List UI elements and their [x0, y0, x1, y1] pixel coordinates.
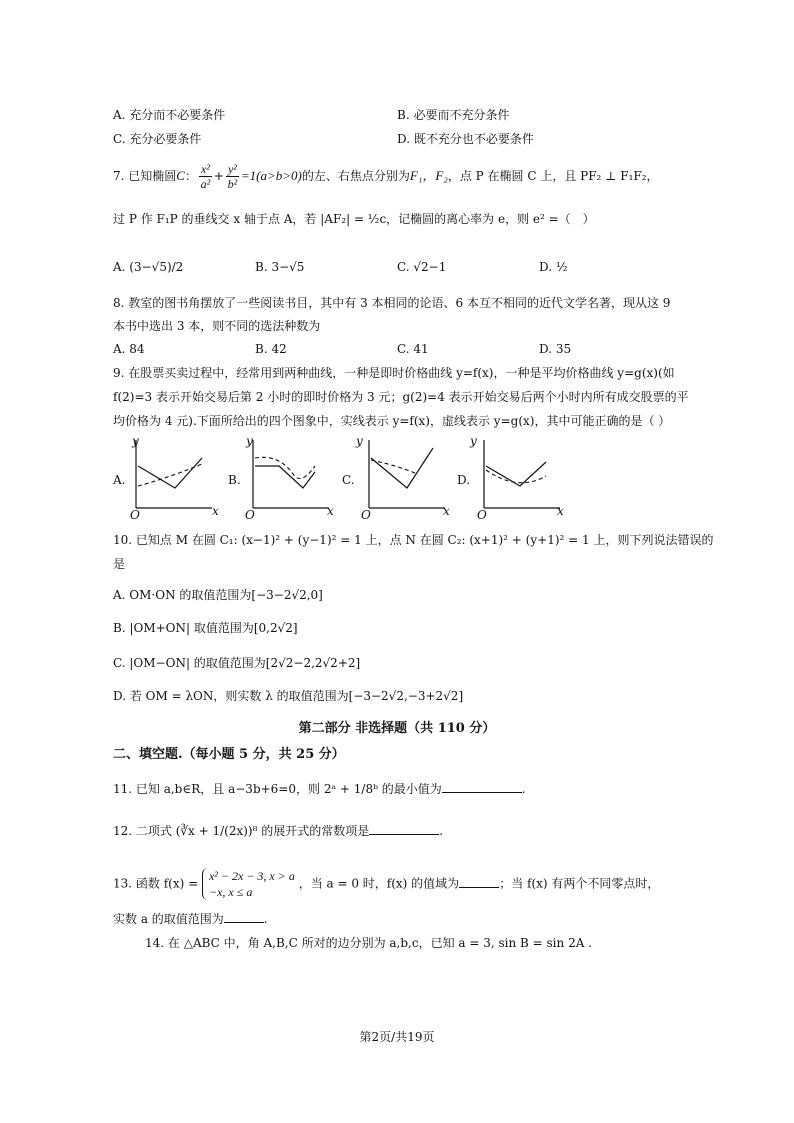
graph-d-svg — [476, 436, 566, 521]
q13-line2: 实数 a 的取值范围为 . — [113, 912, 268, 926]
q13-piecewise — [202, 868, 295, 900]
q7-eq-tail: =1(a>b>0) — [240, 168, 302, 183]
q7-option-a[interactable]: A. (3−√5)/2 — [113, 260, 184, 274]
q7-line1: 7. 已知椭圆C： $\frac{\text{x²}}{\text{a²}}$ + $\frac{\text{y²}}{\text{b²}}$ =1(a>b>0)的左、右焦点分别为F₁，F₂，点 P 在椭圆 C 上，且 PF₂ ⊥ F₁F₂， — [113, 162, 659, 191]
q8-line1: 8. 教室的图书角摆放了一些阅读书目，其中有 3 本相同的论语、6 本互不相同的近代文学名著，现从这 9 — [113, 296, 671, 310]
q7-prefix: 7. 已知椭圆 — [113, 169, 177, 183]
q7-foci: F₁，F₂ — [409, 168, 448, 183]
q6-option-d[interactable]: D. 既不充分也不必要条件 — [397, 132, 534, 146]
q7-frac-x: $\frac{\text{x²}}{\text{a²}}$ — [200, 162, 211, 191]
q13-case2: −x, x ≤ a — [208, 885, 253, 899]
graph-b-y-label: y — [246, 434, 253, 448]
q13-answer-blank-1[interactable] — [459, 875, 499, 888]
graph-b-svg — [245, 436, 335, 521]
graph-a-dashed-curve — [138, 464, 202, 486]
q12-text: 12. 二项式 (∛x + 1/(2x))⁸ 的展开式的常数项是 — [113, 824, 370, 838]
q7-frac-y: $\frac{\text{y²}}{\text{b²}}$ — [227, 162, 238, 191]
graph-a-label[interactable]: A. — [113, 473, 126, 487]
graph-b-origin: O — [245, 508, 255, 522]
q8-option-d[interactable]: D. 35 — [539, 342, 572, 356]
graph-c-origin: O — [361, 508, 371, 522]
q7-mid: 的左、右焦点分别为 — [301, 169, 410, 183]
q14-line: 14. 在 △ABC 中，角 A,B,C 所对的边分别为 a,b,c，已知 a = 3, sin B = sin 2A . — [145, 936, 592, 950]
graph-b-x-label: x — [327, 504, 334, 518]
q13-line2-text: 实数 a 的取值范围为 — [113, 912, 224, 926]
graph-b-dashed-curve — [255, 457, 315, 478]
graph-d-origin: O — [477, 508, 487, 522]
graph-a — [128, 436, 218, 524]
page-footer: 第2页/共19页 — [359, 1030, 435, 1044]
q9-line3: 均价格为 4 元).下面所给出的四个图象中，实线表示 y=f(x)，虚线表示 y=g(x)，其中可能正确的是（ ） — [113, 414, 671, 428]
q10-option-b[interactable]: B. |OM+ON| 取值范围为[0,2√2] — [113, 621, 298, 635]
q6-option-a[interactable]: A. 充分而不必要条件 — [113, 108, 226, 122]
q13-prefix: 13. 函数 f(x) = — [113, 876, 199, 891]
section2-title: 二、填空题.（每小题 5 分，共 25 分） — [113, 747, 345, 762]
graph-d — [476, 436, 566, 524]
graph-c — [361, 436, 451, 524]
q8-option-c[interactable]: C. 41 — [397, 342, 429, 356]
q13-mid2: ；当 f(x) 有两个不同零点时， — [499, 876, 660, 891]
graph-d-y-label: y — [470, 434, 477, 448]
graph-c-x-label: x — [443, 504, 450, 518]
q7-option-c[interactable]: C. √2−1 — [397, 260, 447, 274]
graph-a-x-label: x — [212, 504, 219, 518]
q6-option-b[interactable]: B. 必要而不充分条件 — [397, 108, 510, 122]
graph-d-x-label: x — [557, 504, 564, 518]
q7-option-b[interactable]: B. 3−√5 — [255, 260, 305, 274]
q13-answer-blank-2[interactable] — [224, 910, 264, 923]
q13-case1: x² − 2x − 3, x > a — [208, 869, 295, 883]
q12-line: 12. 二项式 (∛x + 1/(2x))⁸ 的展开式的常数项是 . — [113, 824, 444, 838]
q8-line2: 本书中选出 3 本，则不同的选法种数为 — [113, 319, 321, 333]
q10-option-a[interactable]: A. OM·ON 的取值范围为[−3−2√2,0] — [113, 588, 323, 602]
q10-option-c[interactable]: C. |OM−ON| 的取值范围为[2√2−2,2√2+2] — [113, 656, 361, 670]
q10-line1: 10. 已知点 M 在圆 C₁: (x−1)² + (y−1)² = 1 上，点 N 在圆 C₂: (x+1)² + (y+1)² = 1 上，则下列说法错误的 — [113, 533, 714, 547]
q7-option-d[interactable]: D. ½ — [539, 260, 568, 274]
q7-line2: 过 P 作 F₁P 的垂线交 x 轴于点 A，若 |AF₂| = ½c，记椭圆的离心率为 e，则 e² =（ ） — [113, 212, 595, 226]
graph-c-y-label: y — [356, 434, 363, 448]
graph-d-solid-curve — [486, 462, 546, 486]
graph-c-label[interactable]: C. — [342, 473, 355, 487]
q9-line2: f(2)=3 表示开始交易后第 2 小时的即时价格为 3 元；g(2)=4 表示开始交易后两个小时内所有成交股票的平 — [113, 390, 689, 404]
q12-answer-blank[interactable] — [369, 822, 439, 835]
q6-option-c[interactable]: C. 充分必要条件 — [113, 132, 202, 146]
q7-point-text: ，点 P 在椭圆 C 上，且 PF₂ ⊥ F₁F₂， — [447, 169, 659, 183]
q8-option-a[interactable]: A. 84 — [113, 342, 145, 356]
q11-line: 11. 已知 a,b∈R，且 a−3b+6=0，则 2ᵃ + 1/8ᵇ 的最小值为 . — [113, 782, 526, 796]
q11-answer-blank[interactable] — [442, 780, 522, 793]
q13-mid: ，当 a = 0 时，f(x) 的值域为 — [298, 876, 460, 891]
q11-text: 11. 已知 a,b∈R，且 a−3b+6=0，则 2ᵃ + 1/8ᵇ 的最小值为 — [113, 782, 442, 796]
q7-ellipse-name: C — [176, 168, 185, 183]
graph-b-solid-curve — [255, 466, 315, 488]
q8-option-b[interactable]: B. 42 — [255, 342, 287, 356]
graph-b-label[interactable]: B. — [228, 473, 241, 487]
q10-option-d[interactable]: D. 若 OM = λON，则实数 λ 的取值范围为[−3−2√2,−3+2√2] — [113, 689, 464, 703]
graph-d-label[interactable]: D. — [457, 473, 471, 487]
q13-line1 — [113, 868, 659, 900]
graph-b — [245, 436, 335, 524]
part2-title: 第二部分 非选择题（共 110 分） — [298, 721, 496, 736]
q9-line1: 9. 在股票买卖过程中，经常用到两种曲线，一种是即时价格曲线 y=f(x)，一种是平均价格曲线 y=g(x)(如 — [113, 366, 675, 380]
graph-a-origin: O — [130, 508, 140, 522]
graph-c-svg — [361, 436, 451, 521]
q10-line2: 是 — [113, 557, 126, 571]
graph-a-y-label: y — [132, 434, 139, 448]
graph-c-dashed-curve — [371, 460, 417, 474]
graph-a-svg — [128, 436, 218, 521]
